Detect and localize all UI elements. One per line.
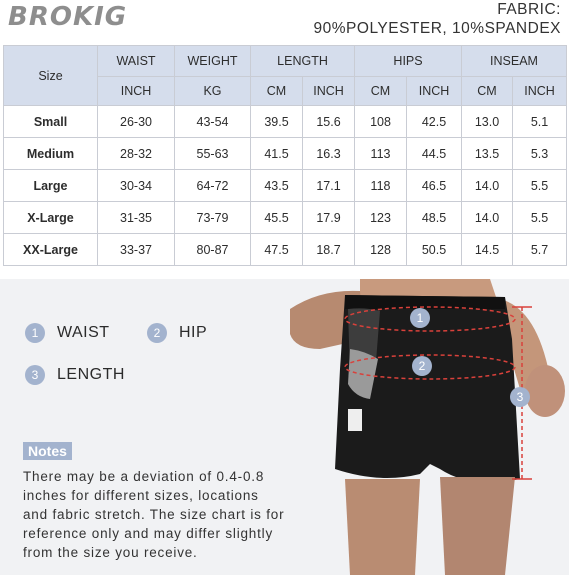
table-cell: 14.0 [462, 202, 513, 234]
legend-length [25, 365, 125, 385]
callout-waist: 1 [410, 308, 430, 328]
table-cell: 39.5 [251, 106, 303, 138]
table-cell: 5.5 [513, 202, 567, 234]
legend-number: 1 [25, 323, 45, 343]
size-name-cell: Large [4, 170, 98, 202]
unit-header: CM [355, 77, 407, 106]
legend-label: LENGTH [57, 366, 125, 383]
unit-header: INCH [303, 77, 355, 106]
legend-hip [147, 323, 207, 343]
table-cell: 43-54 [175, 106, 251, 138]
size-name-cell: XX-Large [4, 234, 98, 266]
table-cell: 50.5 [407, 234, 462, 266]
table-cell: 14.5 [462, 234, 513, 266]
table-cell: 13.5 [462, 138, 513, 170]
callout-length: 3 [510, 387, 530, 407]
table-cell: 128 [355, 234, 407, 266]
table-cell: 44.5 [407, 138, 462, 170]
table-cell: 26-30 [98, 106, 175, 138]
table-cell: 73-79 [175, 202, 251, 234]
table-cell: 80-87 [175, 234, 251, 266]
table-cell: 48.5 [407, 202, 462, 234]
unit-header: KG [175, 77, 251, 106]
size-name-cell: Medium [4, 138, 98, 170]
legend-label: HIP [179, 324, 208, 341]
table-cell: 17.1 [303, 170, 355, 202]
callout-hip: 2 [412, 356, 432, 376]
table-cell: 41.5 [251, 138, 303, 170]
unit-header: INCH [98, 77, 175, 106]
table-cell: 5.3 [513, 138, 567, 170]
table-cell: 18.7 [303, 234, 355, 266]
unit-header: CM [462, 77, 513, 106]
table-cell: 5.7 [513, 234, 567, 266]
fabric-info [314, 0, 561, 38]
notes-tag: Notes [23, 442, 72, 460]
table-row [4, 138, 567, 170]
table-row [4, 234, 567, 266]
legend-waist [25, 323, 110, 343]
col-weight: WEIGHT [175, 46, 251, 77]
size-chart-table [3, 45, 567, 266]
table-cell: 123 [355, 202, 407, 234]
table-cell: 43.5 [251, 170, 303, 202]
table-cell: 55-63 [175, 138, 251, 170]
table-cell: 118 [355, 170, 407, 202]
table-row [4, 106, 567, 138]
table-cell: 108 [355, 106, 407, 138]
size-header: Size [4, 46, 98, 106]
size-name-cell: Small [4, 106, 98, 138]
table-cell: 28-32 [98, 138, 175, 170]
legend-label: WAIST [57, 324, 110, 341]
col-waist: WAIST [98, 46, 175, 77]
table-cell: 30-34 [98, 170, 175, 202]
col-length: LENGTH [251, 46, 355, 77]
notes-text: There may be a deviation of 0.4-0.8 inches for different sizes, locations and fabric stretch. The size chart is for reference only and may differ slightly from the size you receive. [23, 469, 285, 560]
table-cell: 5.1 [513, 106, 567, 138]
table-cell: 33-37 [98, 234, 175, 266]
table-cell: 45.5 [251, 202, 303, 234]
shorts-figure-icon [290, 279, 569, 575]
table-cell: 46.5 [407, 170, 462, 202]
fabric-composition: 90%POLYESTER, 10%SPANDEX [313, 20, 561, 37]
table-cell: 64-72 [175, 170, 251, 202]
table-cell: 14.0 [462, 170, 513, 202]
fabric-label: FABRIC: [497, 1, 561, 18]
legend-number: 3 [25, 365, 45, 385]
col-inseam: INSEAM [462, 46, 567, 77]
table-row [4, 170, 567, 202]
table-cell: 16.3 [303, 138, 355, 170]
table-cell: 15.6 [303, 106, 355, 138]
unit-header: INCH [513, 77, 567, 106]
table-cell: 17.9 [303, 202, 355, 234]
size-name-cell: X-Large [4, 202, 98, 234]
table-cell: 47.5 [251, 234, 303, 266]
table-cell: 42.5 [407, 106, 462, 138]
table-cell: 113 [355, 138, 407, 170]
brand-logo: BROKIG [8, 2, 128, 32]
unit-header: CM [251, 77, 303, 106]
table-cell: 5.5 [513, 170, 567, 202]
unit-header: INCH [407, 77, 462, 106]
table-cell: 13.0 [462, 106, 513, 138]
legend-number: 2 [147, 323, 167, 343]
table-row [4, 202, 567, 234]
col-hips: HIPS [355, 46, 462, 77]
table-cell: 31-35 [98, 202, 175, 234]
